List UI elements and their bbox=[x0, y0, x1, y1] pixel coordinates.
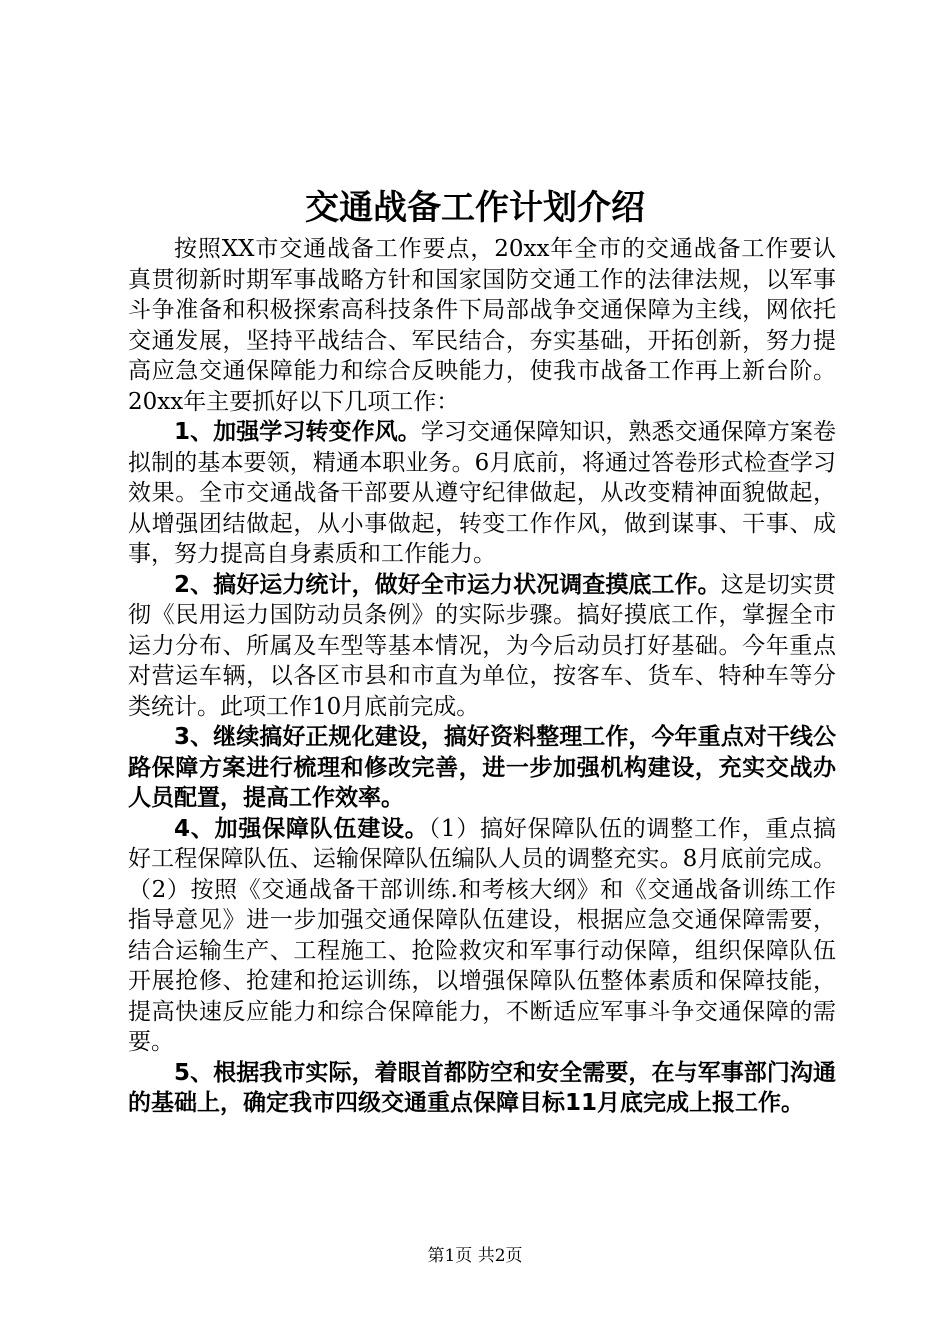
paragraph-item-4 bbox=[128, 814, 836, 1058]
page-number-footer: 第1页 共2页 bbox=[427, 1246, 523, 1266]
paragraph-intro bbox=[128, 234, 836, 417]
paragraph-text: 这是切实贯彻《民用运力国防动员条例》的实际步骤。搞好摸底工作，掌握全市运力分布、所属及车型等基本情况，为今后动员打好基础。今年重点对营运车辆，以各区市县和市直为单位，按客车、货车、特种车等分类统计。此项工作10月底前完成。 bbox=[128, 571, 837, 720]
paragraph-heading: 4、加强保障队伍建设。 bbox=[174, 815, 429, 842]
paragraph-text: 3、继续搞好正规化建设，搞好资料整理工作，今年重点对干线公路保障方案进行梳理和修改完善，进一步加强机构建设，充实交战办人员配置，提高工作效率。 bbox=[128, 724, 836, 811]
paragraph-heading: 1、加强学习转变作风。 bbox=[174, 419, 421, 445]
paragraph-item-3 bbox=[128, 722, 836, 814]
paragraph-item-2 bbox=[128, 570, 836, 723]
paragraph-text: 学习交通保障知识，熟悉交通保障方案卷拟制的基本要领，精通本职业务。6月底前，将通过答卷形式检查学习效果。全市交通战备干部要从遵守纪律做起，从改变精神面貌做起，从增强团结做起，从小事做起，转变工作作风，做到谋事、干事、成事，努力提高自身素质和工作能力。 bbox=[128, 419, 837, 567]
document-body bbox=[128, 234, 836, 1119]
paragraph-item-1 bbox=[128, 417, 836, 570]
paragraph-heading: 2、搞好运力统计，做好全市运力状况调查摸底工作。 bbox=[174, 571, 721, 598]
paragraph-item-5 bbox=[128, 1058, 836, 1119]
document-title: 交通战备工作计划介绍 bbox=[305, 188, 645, 228]
paragraph-text: 按照XX市交通战备工作要点，20xx年全市的交通战备工作要认真贯彻新时期军事战略方针和国家国防交通工作的法律法规，以军事斗争准备和积极探索高科技条件下局部战争交通保障为主线，网依托交通发展，坚持平战结合、军民结合，夯实基础，开拓创新，努力提高应急交通保障能力和综合反映能力，使我市战备工作再上新台阶。20xx年主要抓好以下几项工作： bbox=[128, 236, 836, 415]
paragraph-text: 5、根据我市实际，着眼首都防空和安全需要，在与军事部门沟通的基础上，确定我市四级交通重点保障目标11月底完成上报工作。 bbox=[128, 1059, 836, 1116]
paragraph-text: （1）搞好保障队伍的调整工作，重点搞好工程保障队伍、运输保障队伍编队人员的调整充实。8月底前完成。（2）按照《交通战备干部训练.和考核大纲》和《交通战备训练工作指导意见》进一步加强交通保障队伍建设，根据应急交通保障需要，结合运输生产、工程施工、抢险救灾和军事行动保障，组织保障队伍开展抢修、抢建和抢运训练，以增强保障队伍整体素质和保障技能，提高快速反应能力和综合保障能力，不断适应军事斗争交通保障的需要。 bbox=[128, 815, 836, 1055]
